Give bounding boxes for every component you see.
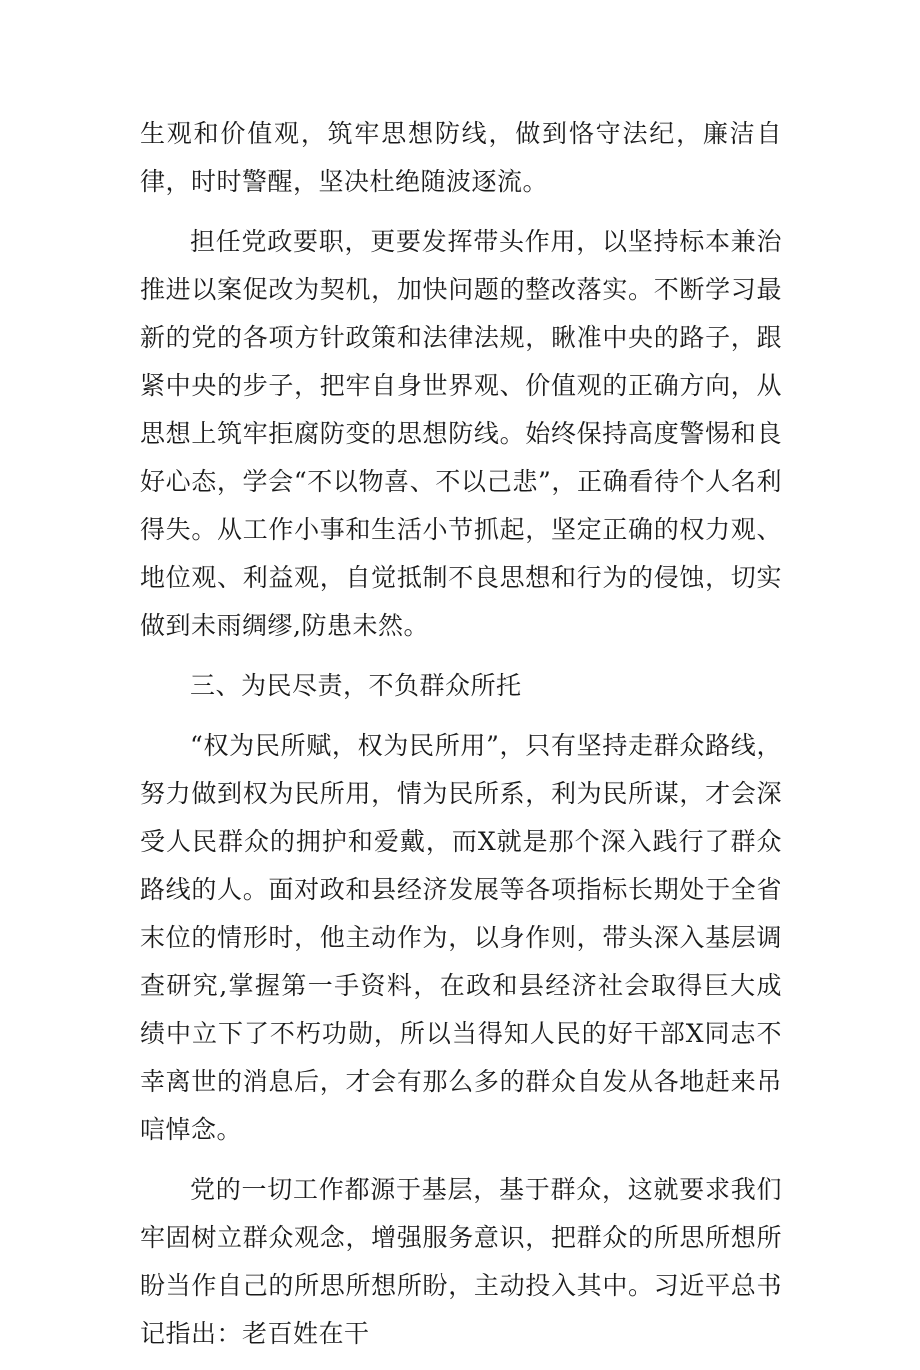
paragraph-mass-line: “权为民所赋，权为民所用”，只有坚持走群众路线，努力做到权为民所用，情为民所系，利为民所谋，才会深受人民群众的拥护和爱戴，而X就是那个深入践行了群众路线的人。面对政和县经济发展等各项指标长期处于全省末位的情形时，他主动作为，以身作则，带头深入基层调查研究,掌握第一手资料，在政和县经济社会取得巨大成绩中立下了不朽功勋，所以当得知人民的好干部X同志不幸离世的消息后，才会有那么多的群众自发从各地赶来吊唁悼念。 bbox=[140, 731, 782, 1144]
paragraph-leadership-role: 担任党政要职，更要发挥带头作用，以坚持标本兼治推进以案促改为契机，加快问题的整改落实。不断学习最新的党的各项方针政策和法律法规，瞅准中央的路子，跟紧中央的步子，把牢自身世界观、价值观的正确方向，从思想上筑牢拒腐防变的思想防线。始终保持高度警惕和良好心态，学会“不以物喜、不以己悲”，正确看待个人名利得失。从工作小事和生活小节抓起，坚定正确的权力观、地位观、利益观，自觉抵制不良思想和行为的侵蚀，切实做到未雨绸缪,防患未然。 bbox=[140, 227, 782, 640]
paragraph-grassroots-work: 党的一切工作都源于基层，基于群众，这就要求我们牢固树立群众观念，增强服务意识，把群众的所思所想所盼当作自己的所思所想所盼，主动投入其中。习近平总书记指出：老百姓在干 bbox=[140, 1175, 782, 1348]
section-heading-serve-people: 三、为民尽责，不负群众所托 bbox=[190, 671, 522, 700]
paragraph-continuation: 生观和价值观，筑牢思想防线，做到恪守法纪，廉洁自律，时时警醒，坚决杜绝随波逐流。 bbox=[140, 119, 782, 196]
document-body bbox=[140, 110, 782, 1370]
